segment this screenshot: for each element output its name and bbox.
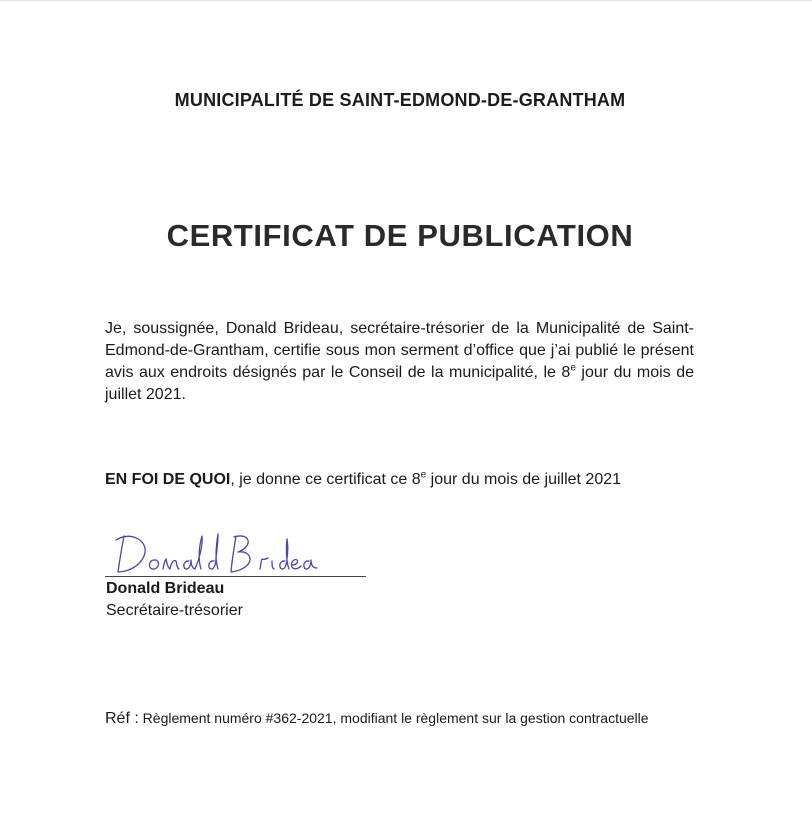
signer-role: Secrétaire-trésorier [106,602,243,619]
reference-text: Règlement numéro #362-2021, modifiant le règlement sur la gestion contractuelle [138,710,649,726]
signature-line [105,576,366,577]
day-ordinal-suffix: e [570,362,576,374]
attestation-lead: EN FOI DE QUOI [105,471,231,488]
reference-note [105,708,665,729]
certification-text-part1: Je, soussignée, Donald Brideau, secrétaire-trésorier de la Municipalité de Saint-Edmond-de-Grantham, certifie sous mon serment d’office que j’ai publié le présent avis aux endroits désignés par le Conseil de la municipalité, le 8 [105,320,694,381]
municipality-name: MUNICIPALITÉ DE SAINT-EDMOND-DE-GRANTHAM [174,90,626,110]
attestation-text-part2: jour du mois de juillet 2021 [426,471,622,488]
signer-name: Donald Brideau [106,580,225,597]
handwritten-signature [110,528,320,576]
certification-paragraph [105,318,694,406]
attestation-day-suffix: e [420,469,427,481]
certification-text-part2: jour du mois de juillet 2021. [105,364,694,403]
attestation-text-part1: , je donne ce certificat ce 8 [230,471,421,488]
attestation-line [105,469,725,491]
reference-label: Réf : [105,710,139,727]
certificate-title: CERTIFICAT DE PUBLICATION [166,218,634,253]
page-top-edge [0,0,812,1]
